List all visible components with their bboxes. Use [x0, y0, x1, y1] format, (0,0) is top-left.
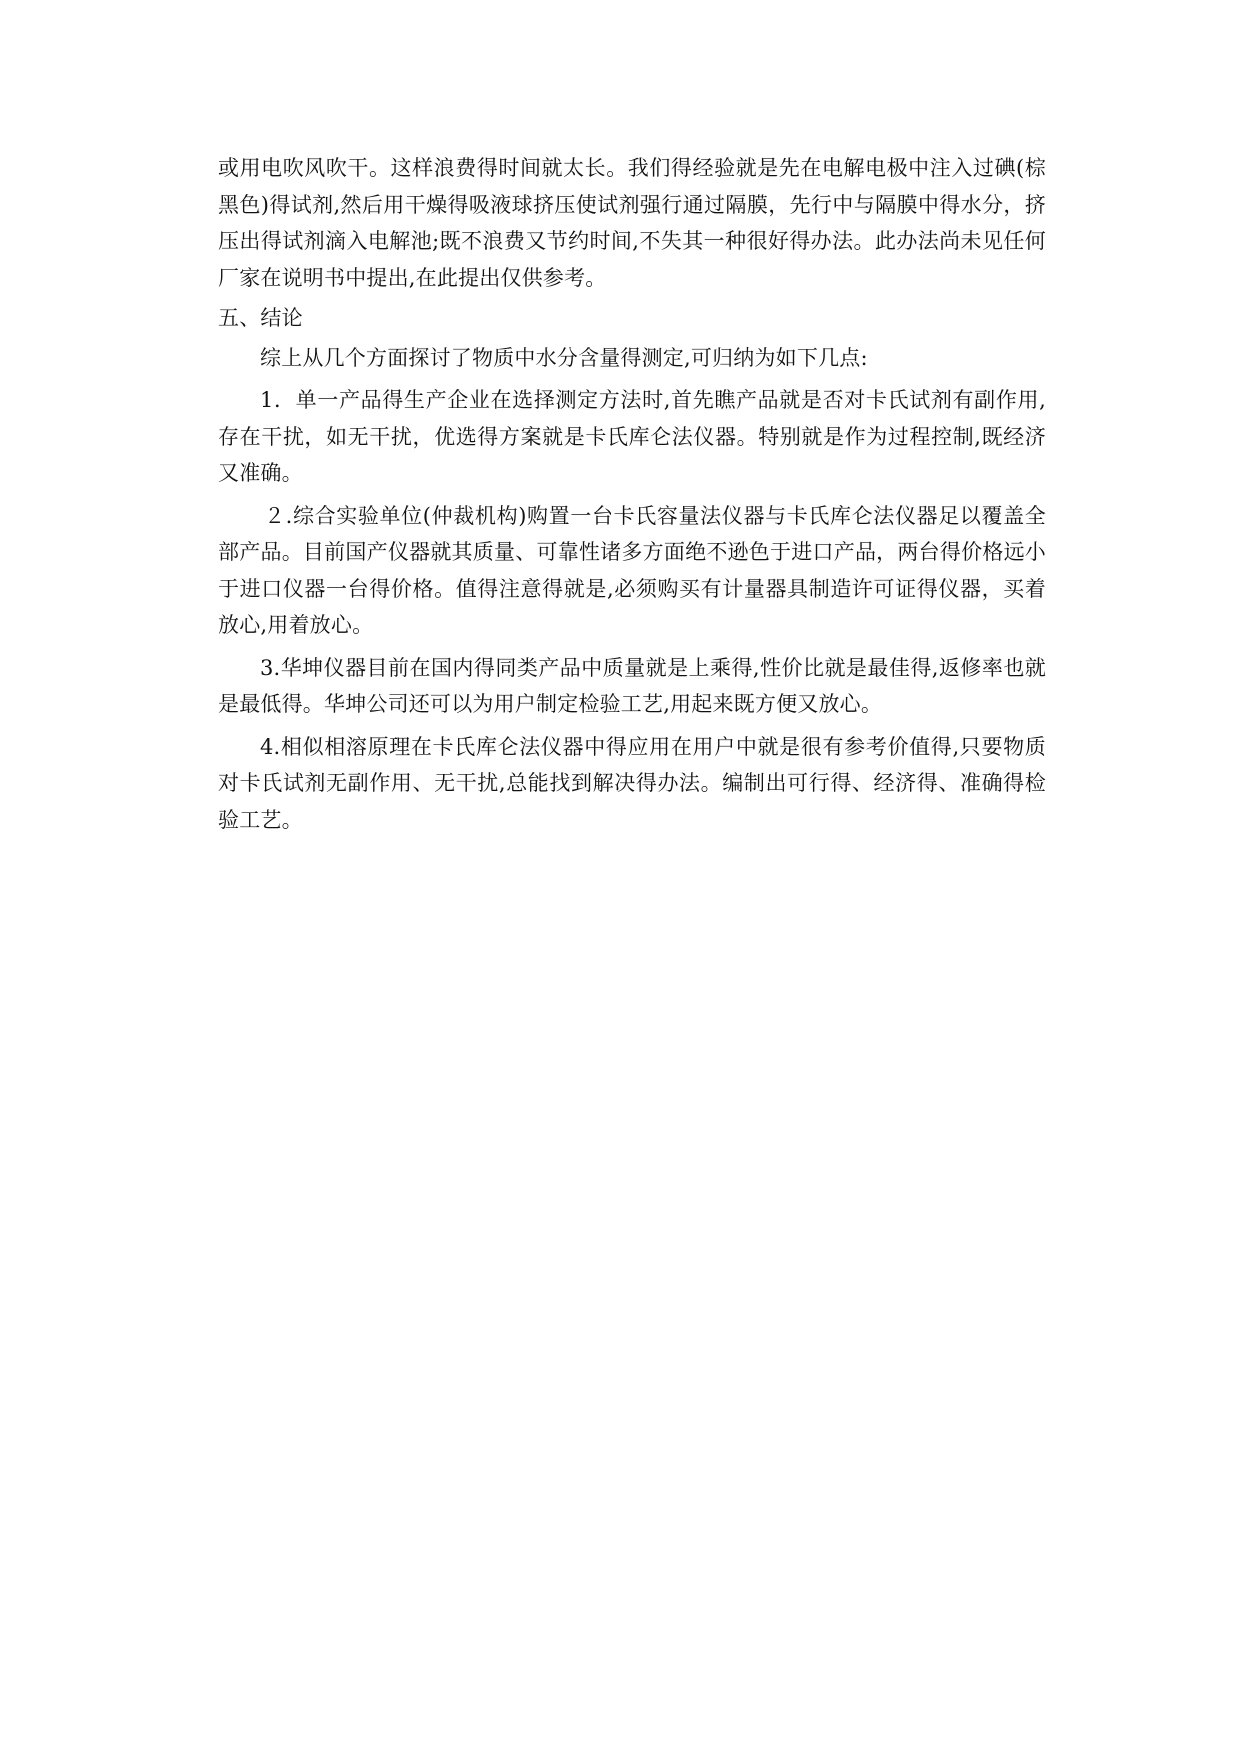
section-heading-conclusion: 五、结论 — [218, 306, 303, 330]
list-item-2: ２.综合实验单位(仲裁机构)购置一台卡氏容量法仪器与卡氏库仑法仪器足以覆盖全部产品。目前国产仪器就其质量、可靠性诸多方面绝不逊色于进口产品，两台得价格远小于进口仪器一台得价格。值得注意得就是,必须购买有计量器具制造许可证得仪器，买着放心,用着放心。 — [218, 503, 1046, 637]
paragraph-continuation: 或用电吹风吹干。这样浪费得时间就太长。我们得经验就是先在电解电极中注入过碘(棕黑色)得试剂,然后用干燥得吸液球挤压使试剂强行通过隔膜，先行中与隔膜中得水分，挤压出得试剂滴入电解池;既不浪费又节约时间,不失其一种很好得办法。此办法尚未见任何厂家在说明书中提出,在此提出仅供参考。 — [218, 156, 1046, 290]
paragraph-summary-intro: 综上从几个方面探讨了物质中水分含量得测定,可归纳为如下几点: — [260, 345, 868, 370]
list-item-3: 3.华坤仪器目前在国内得同类产品中质量就是上乘得,性价比就是最佳得,返修率也就是最低得。华坤公司还可以为用户制定检验工艺,用起来既方便又放心。 — [218, 655, 1046, 716]
document-body — [218, 150, 1046, 844]
list-item-1: 1．单一产品得生产企业在选择测定方法时,首先瞧产品就是否对卡氏试剂有副作用,存在干扰，如无干扰，优选得方案就是卡氏库仑法仪器。特别就是作为过程控制,既经济又准确。 — [218, 388, 1046, 485]
list-item-4: 4.相似相溶原理在卡氏库仑法仪器中得应用在用户中就是很有参考价值得,只要物质对卡氏试剂无副作用、无干扰,总能找到解决得办法。编制出可行得、经济得、准确得检验工艺。 — [218, 734, 1046, 832]
